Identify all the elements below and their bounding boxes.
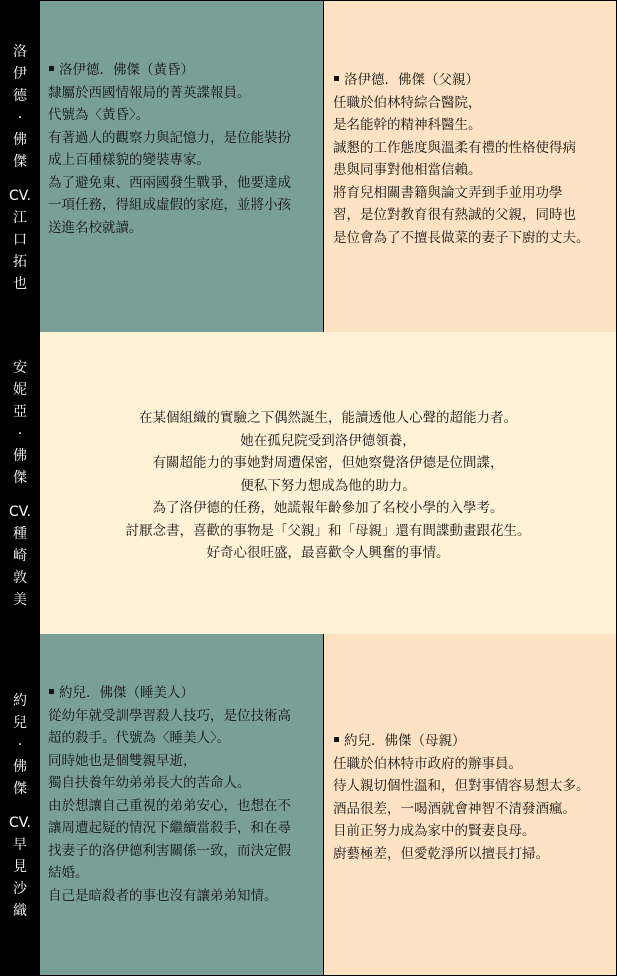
side-label-yor [1, 634, 39, 975]
side-char: 傑 [13, 470, 27, 486]
text-line: 在某個組織的實驗之下偶然誕生，能讀透他人心聲的超能力者。 [139, 410, 517, 427]
text-line: 酒品很差，一喝酒就會神智不清發酒瘋。 [333, 800, 576, 817]
side-char: 見 [13, 858, 27, 875]
side-char: 妮 [13, 382, 27, 398]
title-text: 洛伊德．佛傑（父親） [344, 72, 479, 88]
side-char: · [17, 736, 23, 753]
text-line: 便私下努力想成為他的助力。 [240, 477, 416, 494]
text-line: 誠懇的工作態度與溫柔有禮的性格使得病 [333, 139, 576, 156]
text-line: 超的殺手。代號為〈睡美人〉。 [48, 730, 231, 746]
text-line: 討厭念書，喜歡的事物是「父親」和「母親」還有間諜動畫跟花生。 [125, 522, 531, 539]
side-char: 佛 [13, 758, 27, 775]
title-text: 約兒．佛傑（母親） [344, 733, 466, 749]
text-line: 任職於伯林特市政府的辦事員。 [333, 755, 522, 772]
row-anya [1, 332, 616, 634]
text-line: 是位會為了不擅長做菜的妻子下廚的丈夫。 [333, 229, 590, 246]
section-title [48, 59, 315, 82]
side-char: CV. [9, 504, 31, 520]
side-char: 敦 [13, 570, 27, 586]
bullet-icon [334, 737, 339, 742]
side-char: 安 [13, 360, 27, 376]
side-label-anya [1, 332, 39, 634]
section-title [333, 69, 608, 92]
row-yor [1, 634, 616, 975]
text-line: 從幼年就受訓學習殺人技巧，是位技術高 [48, 707, 291, 724]
side-char: 美 [13, 592, 27, 608]
cell-yor-mother [323, 634, 616, 975]
side-char: 種 [13, 526, 27, 542]
text-line: 送進名校就讀。 [48, 219, 143, 236]
title-text: 約兒．佛傑（睡美人） [59, 685, 194, 701]
text-line: 是名能幹的精神科醫生。 [333, 117, 482, 133]
side-char: 洛 [13, 43, 27, 60]
side-char: 拓 [13, 253, 27, 270]
row-loid [1, 1, 616, 332]
text-line: 由於想讓自己重視的弟弟安心，也想在不 [48, 797, 291, 814]
side-char: 口 [13, 231, 27, 248]
cell-loid-twilight [39, 1, 323, 332]
text-line: 待人親切個性溫和，但對事情容易想太多。 [333, 778, 590, 794]
text-line: 廚藝極差，但愛乾淨所以擅長打掃。 [333, 845, 549, 862]
side-char: 德 [13, 87, 27, 104]
section-title [48, 682, 315, 705]
text-line: 好奇心很旺盛，最喜歡令人興奮的事情。 [206, 545, 450, 562]
side-char: 伊 [13, 65, 27, 82]
bullet-icon [334, 76, 339, 81]
side-label-loid [1, 1, 39, 332]
text-line: 任職於伯林特綜合醫院， [333, 94, 482, 111]
side-char: · [17, 426, 23, 442]
side-char: 佛 [13, 131, 27, 148]
text-line: 結婚。 [48, 865, 89, 881]
side-char: 兒 [13, 714, 27, 731]
side-char: 約 [13, 692, 27, 709]
text-line: 獨自扶養年幼弟弟長大的苦命人。 [48, 775, 251, 791]
text-line: 患與同事對他相當信賴。 [333, 162, 482, 178]
text-line: 有著過人的觀察力與記憶力，是位能裝扮 [48, 129, 291, 146]
text-line: 她在孤兒院受到洛伊德領養， [240, 432, 416, 449]
side-char: CV. [9, 187, 31, 204]
side-char: 亞 [13, 404, 27, 420]
cell-loid-father [323, 1, 616, 332]
side-char: 也 [13, 275, 27, 292]
side-char: 佛 [13, 448, 27, 464]
side-char: CV. [9, 814, 31, 831]
side-char: 沙 [13, 880, 27, 897]
side-char: 織 [13, 902, 27, 919]
bullet-icon [49, 66, 54, 71]
text-line: 目前正努力成為家中的賢妻良母。 [333, 823, 536, 839]
side-char: 傑 [13, 780, 27, 797]
text-line: 為了避免東、西兩國發生戰爭，他要達成 [48, 174, 291, 191]
text-line: 習，是位對教育很有熱誠的父親，同時也 [333, 207, 576, 223]
text-line: 一項任務，得組成虛假的家庭，並將小孩 [48, 197, 291, 213]
text-line: 同時她也是個雙親早逝， [48, 752, 197, 769]
text-line: 找妻子的洛伊德利害關係一致，而決定假 [48, 842, 291, 859]
text-line: 自己是暗殺者的事也沒有讓弟弟知情。 [48, 887, 278, 904]
cell-yor-thorn-princess [39, 634, 323, 975]
text-line: 將育兒相關書籍與論文弄到手並用功學 [333, 184, 563, 201]
side-char: 早 [13, 836, 27, 853]
cell-anya [39, 332, 616, 634]
text-line: 成上百種樣貌的變裝專家。 [48, 152, 210, 168]
text-line: 隸屬於西國情報局的菁英諜報員。 [48, 84, 251, 101]
side-char: 崎 [13, 548, 27, 564]
side-char: 傑 [13, 153, 27, 170]
text-line: 讓周遭起疑的情況下繼續當殺手，和在尋 [48, 820, 291, 836]
side-char: 江 [13, 209, 27, 226]
bullet-icon [49, 689, 54, 694]
text-line: 代號為〈黃昏〉。 [48, 107, 150, 123]
side-char: · [17, 109, 23, 126]
section-title [333, 730, 608, 753]
text-line: 為了洛伊德的任務，她謊報年齡參加了名校小學的入學考。 [152, 500, 504, 517]
text-line: 有關超能力的事她對周遭保密，但她察覺洛伊德是位間諜， [152, 455, 504, 472]
title-text: 洛伊德．佛傑（黃昏） [59, 62, 194, 78]
